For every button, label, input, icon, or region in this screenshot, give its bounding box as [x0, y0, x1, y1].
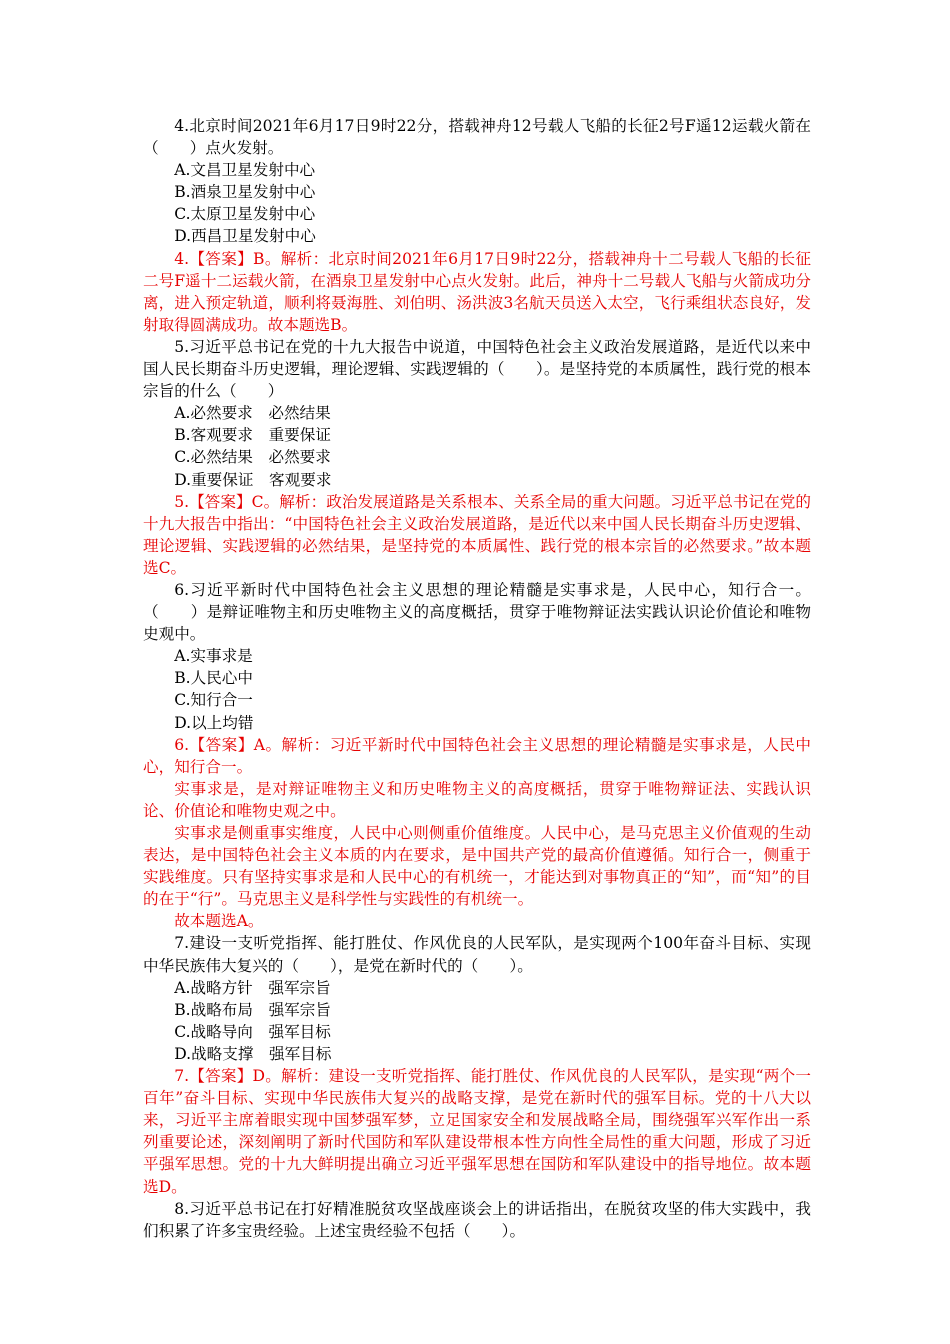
document-page	[143, 115, 811, 1242]
option: D.重要保证 客观要求	[174, 470, 332, 489]
answer-explanation: 6.【答案】A。解析：习近平新时代中国特色社会主义思想的理论精髓是实事求是，人民中心，知行合一。	[143, 735, 811, 776]
question-stem: 6.习近平新时代中国特色社会主义思想的理论精髓是实事求是，人民中心，知行合一。（ ）是辩证唯物主和历史唯物主义的高度概括，贯穿于唯物辩证法实践认识论价值论和唯物史观中。	[143, 580, 811, 644]
question-stem: 7.建设一支听党指挥、能打胜仗、作风优良的人民军队，是实现两个100年奋斗目标、实现中华民族伟大复兴的（ ），是党在新时代的（ ）。	[143, 934, 811, 975]
answer-conclusion: 故本题选A。	[174, 912, 264, 931]
answer-explanation: 7.【答案】D。解析：建设一支听党指挥、能打胜仗、作风优良的人民军队，是实现“两个一百年”奋斗目标、实现中华民族伟大复兴的战略支撑，是党在新时代的强军目标。党的十八大以来，习近平主席着眼实现中国梦强军梦，立足国家安全和发展战略全局，围绕强军兴军作出一系列重要论述，深刻阐明了新时代国防和军队建设带根本性方向性全局性的重大问题，形成了习近平强军思想。党的十九大鲜明提出确立习近平强军思想在国防和军队建设中的指导地位。故本题选D。	[143, 1067, 811, 1196]
question-stem: 8.习近平总书记在打好精准脱贫攻坚战座谈会上的讲话指出，在脱贫攻坚的伟大实践中，我们积累了许多宝贵经验。上述宝贵经验不包括（ ）。	[143, 1199, 811, 1240]
option: A.实事求是	[174, 647, 253, 666]
question-block	[143, 579, 811, 933]
option: A.必然要求 必然结果	[174, 404, 331, 423]
option: C.太原卫星发射中心	[174, 205, 316, 224]
option: D.战略支撑 强军目标	[174, 1044, 332, 1063]
option: C.必然结果 必然要求	[174, 448, 331, 467]
answer-explanation: 实事求是，是对辩证唯物主义和历史唯物主义的高度概括，贯穿于唯物辩证法、实践认识论、价值论和唯物史观之中。	[143, 779, 811, 820]
option: C.知行合一	[174, 691, 253, 710]
answer-explanation: 实事求是侧重事实维度，人民中心则侧重价值维度。人民中心，是马克思主义价值观的生动表达，是中国特色社会主义本质的内在要求，是中国共产党的最高价值遵循。知行合一，侧重于实践维度。只有坚持实事求是和人民中心的有机统一，才能达到对事物真正的“知”，而“知”的目的在于“行”。马克思主义是科学性与实践性的有机统一。	[143, 824, 811, 909]
question-block	[143, 932, 811, 1197]
option: B.战略布局 强军宗旨	[174, 1000, 331, 1019]
option: D.以上均错	[174, 713, 254, 732]
question-stem: 4.北京时间2021年6月17日9时22分，搭载神舟12号载人飞船的长征2号F遥12运载火箭在（ ）点火发射。	[143, 117, 811, 158]
option: B.人民心中	[174, 669, 253, 688]
question-block	[143, 115, 811, 336]
option: B.酒泉卫星发射中心	[174, 183, 316, 202]
question-block	[143, 336, 811, 579]
option: D.西昌卫星发射中心	[174, 227, 316, 246]
option: A.战略方针 强军宗旨	[174, 978, 331, 997]
answer-explanation: 5.【答案】C。解析：政治发展道路是关系根本、关系全局的重大问题。习近平总书记在党的十九大报告中指出：“中国特色社会主义政治发展道路，是近代以来中国人民长期奋斗历史逻辑、理论逻辑、实践逻辑的必然结果，是坚持党的本质属性、践行党的根本宗旨的必然要求。”故本题选C。	[143, 492, 811, 577]
option: C.战略导向 强军目标	[174, 1022, 331, 1041]
question-stem: 5.习近平总书记在党的十九大报告中说道，中国特色社会主义政治发展道路，是近代以来中国人民长期奋斗历史逻辑，理论逻辑、实践逻辑的（ ）。是坚持党的本质属性，践行党的根本宗旨的什么（ ）	[143, 337, 811, 401]
option: B.客观要求 重要保证	[174, 426, 331, 445]
question-block	[143, 1198, 811, 1242]
option: A.文昌卫星发射中心	[174, 161, 316, 180]
answer-explanation: 4.【答案】B。解析：北京时间2021年6月17日9时22分，搭载神舟十二号载人飞船的长征二号F遥十二运载火箭，在酒泉卫星发射中心点火发射。此后，神舟十二号载人飞船与火箭成功分离，进入预定轨道，顺利将聂海胜、刘伯明、汤洪波3名航天员送入太空，飞行乘组状态良好，发射取得圆满成功。故本题选B。	[143, 249, 811, 334]
